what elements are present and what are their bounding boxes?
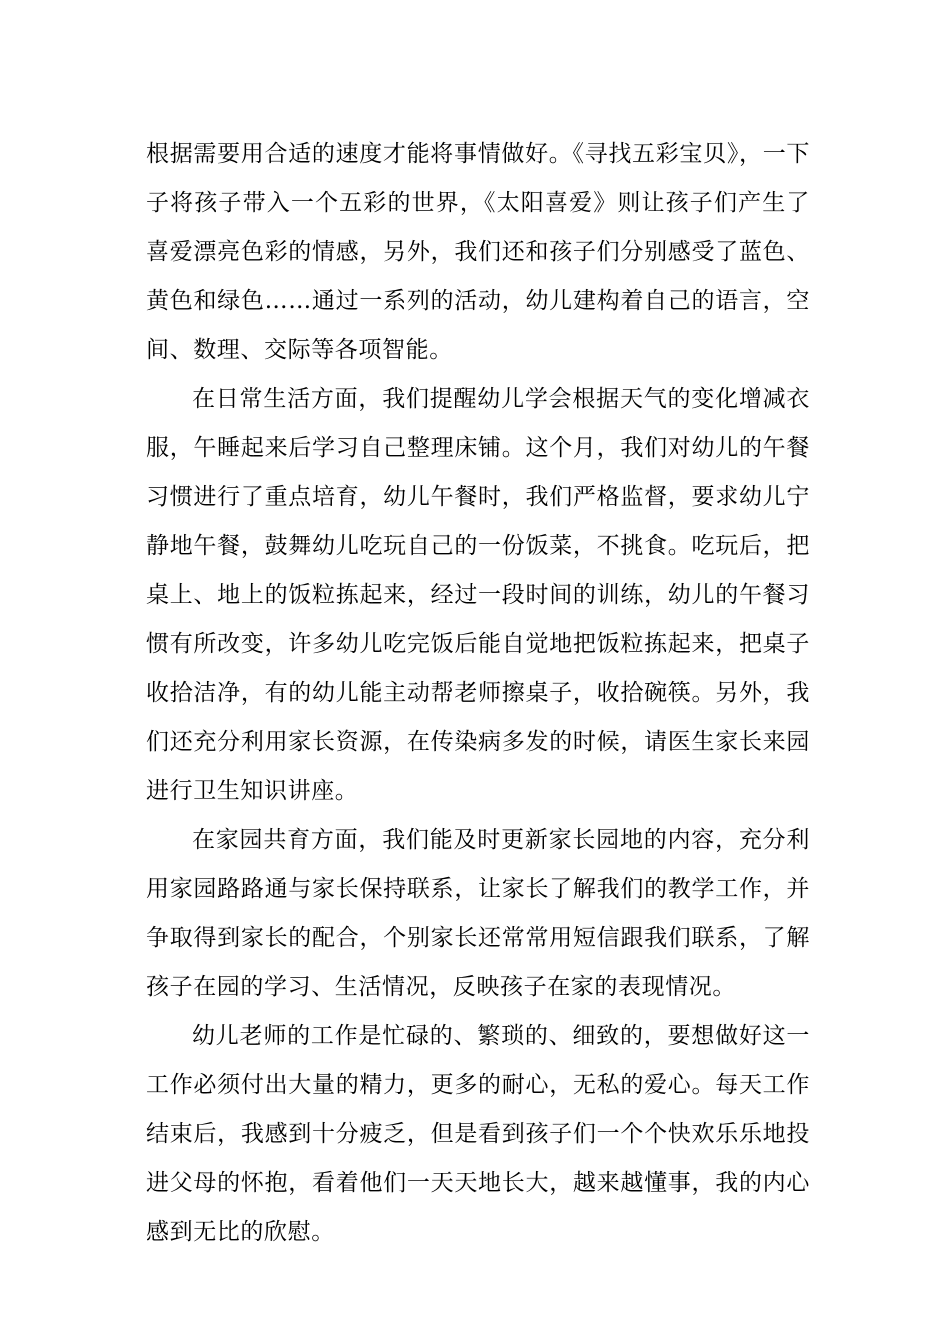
paragraph-daily-life: 在日常生活方面，我们提醒幼儿学会根据天气的变化增减衣服，午睡起来后学习自己整理床铺。这个月，我们对幼儿的午餐习惯进行了重点培育，幼儿午餐时，我们严格监督，要求幼儿宁静地午餐，鼓舞幼儿吃玩自己的一份饭菜，不挑食。吃玩后，把桌上、地上的饭粒拣起来，经过一段时间的训练，幼儿的午餐习惯有所改变，许多幼儿吃完饭后能自觉地把饭粒拣起来，把桌子收拾洁净，有的幼儿能主动帮老师擦桌子，收拾碗筷。另外，我们还充分利用家长资源，在传染病多发的时候，请医生家长来园进行卫生知识讲座。 [146,386,810,804]
document-body [146,130,810,1257]
paragraph-conclusion: 幼儿老师的工作是忙碌的、繁琐的、细致的，要想做好这一工作必须付出大量的精力，更多的耐心，无私的爱心。每天工作结束后，我感到十分疲乏，但是看到孩子们一个个快欢乐乐地投进父母的怀抱，看着他们一天天地长大，越来越懂事，我的内心感到无比的欣慰。 [146,1023,810,1245]
paragraph-continued: 根据需要用合适的速度才能将事情做好。《寻找五彩宝贝》，一下子将孩子带入一个五彩的世界，《太阳喜爱》则让孩子们产生了喜爱漂亮色彩的情感，另外，我们还和孩子们分别感受了蓝色、黄色和绿色……通过一系列的活动，幼儿建构着自己的语言，空间、数理、交际等各项智能。 [146,141,810,363]
paragraph-home-school: 在家园共育方面，我们能及时更新家长园地的内容，充分利用家园路路通与家长保持联系，让家长了解我们的教学工作，并争取得到家长的配合，个别家长还常常用短信跟我们联系，了解孩子在园的学习、生活情况，反映孩子在家的表现情况。 [146,827,810,1000]
